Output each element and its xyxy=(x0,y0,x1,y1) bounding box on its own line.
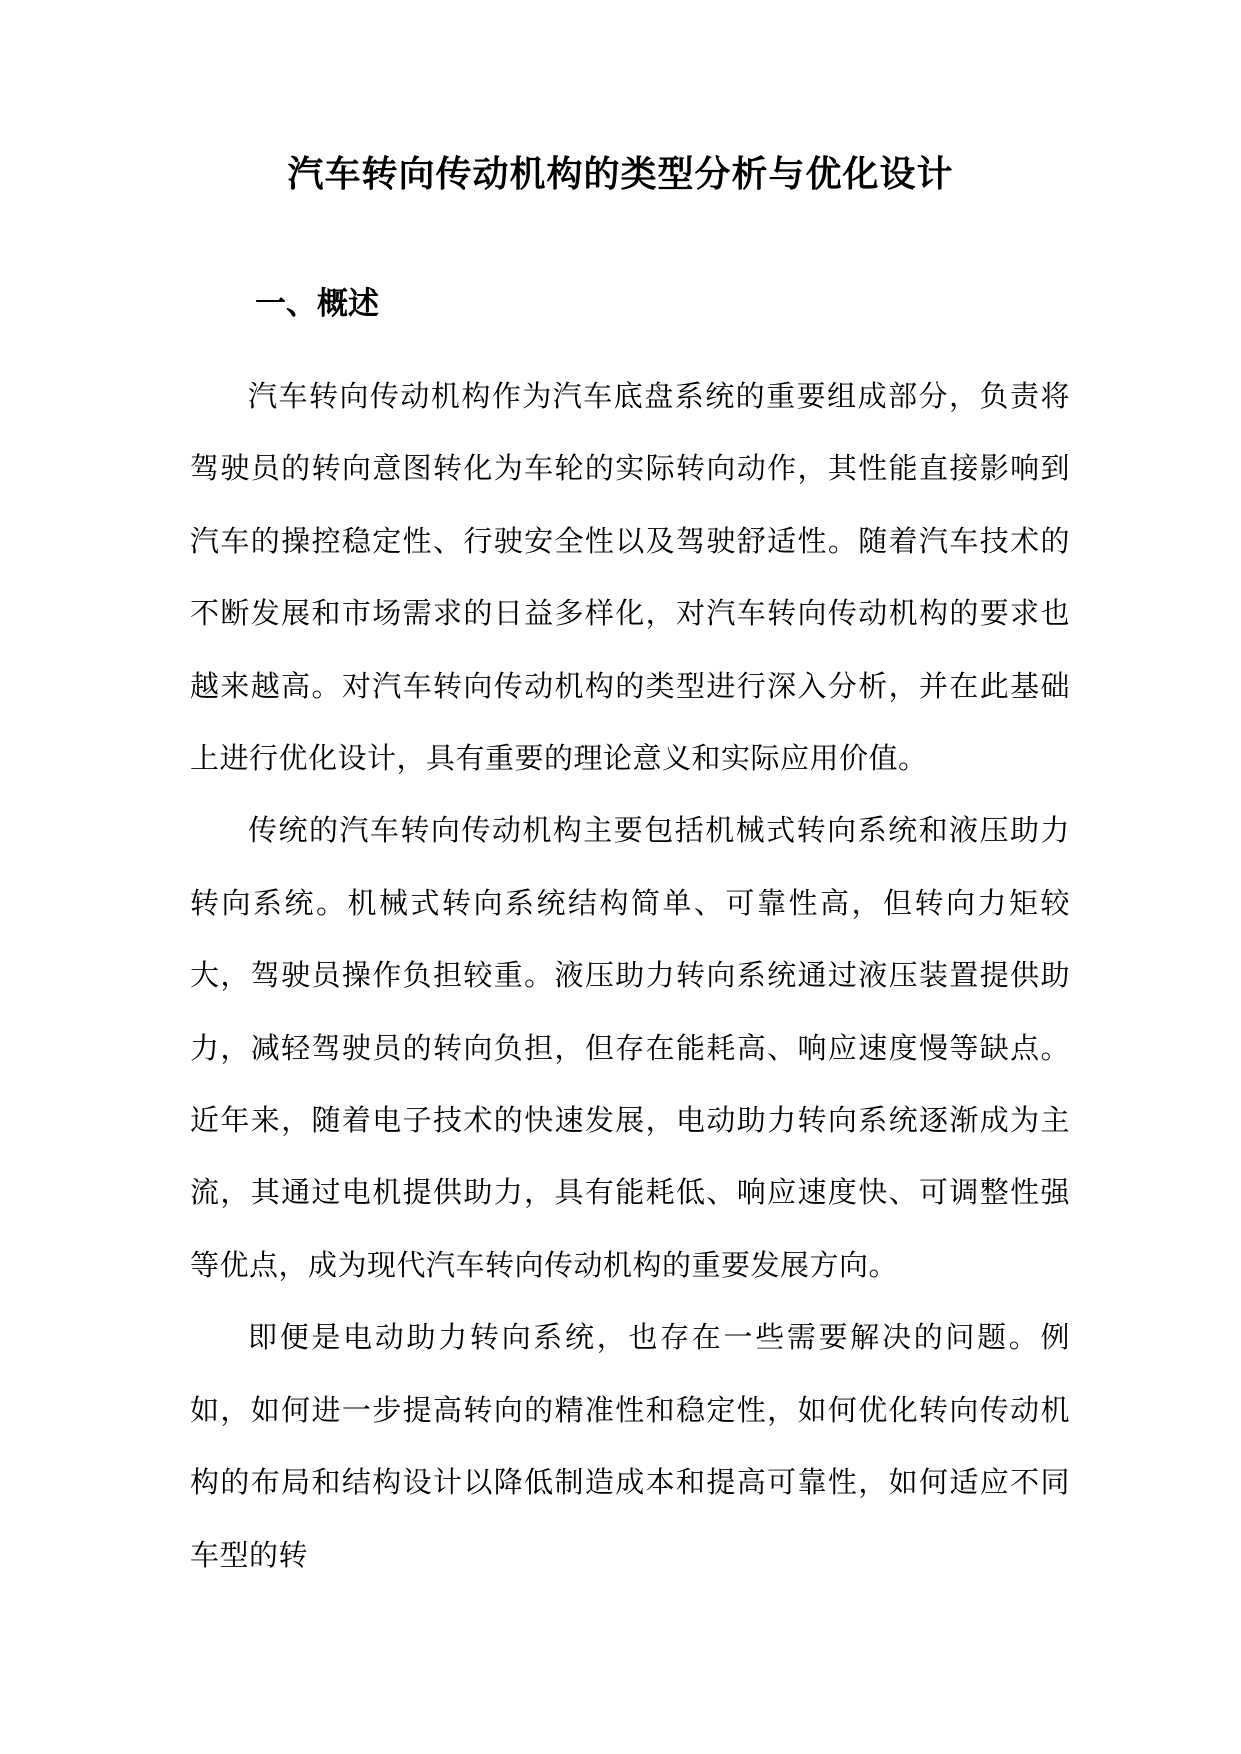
section-heading: 一、概述 xyxy=(255,286,379,322)
paragraph-2: 传统的汽车转向传动机构主要包括机械式转向系统和液压助力转向系统。机械式转向系统结构简单、可靠性高，但转向力矩较大，驾驶员操作负担较重。液压助力转向系统通过液压装置提供助力，减轻驾驶员的转向负担，但存在能耗高、响应速度慢等缺点。近年来，随着电子技术的快速发展，电动助力转向系统逐渐成为主流，其通过电机提供助力，具有能耗低、响应速度快、可调整性强等优点，成为现代汽车转向传动机构的重要发展方向。 xyxy=(190,813,1070,1282)
paragraph-3: 即便是电动助力转向系统，也存在一些需要解决的问题。例如，如何进一步提高转向的精准性和稳定性，如何优化转向传动机构的布局和结构设计以降低制造成本和提高可靠性，如何适应不同车型的转 xyxy=(190,1320,1070,1572)
document-title: 汽车转向传动机构的类型分析与优化设计 xyxy=(287,154,954,195)
section-body xyxy=(190,360,1070,1591)
paragraph-1: 汽车转向传动机构作为汽车底盘系统的重要组成部分，负责将驾驶员的转向意图转化为车轮的实际转向动作，其性能直接影响到汽车的操控稳定性、行驶安全性以及驾驶舒适性。随着汽车技术的不断发展和市场需求的日益多样化，对汽车转向传动机构的要求也越来越高。对汽车转向传动机构的类型进行深入分析，并在此基础上进行优化设计，具有重要的理论意义和实际应用价值。 xyxy=(190,379,1070,776)
